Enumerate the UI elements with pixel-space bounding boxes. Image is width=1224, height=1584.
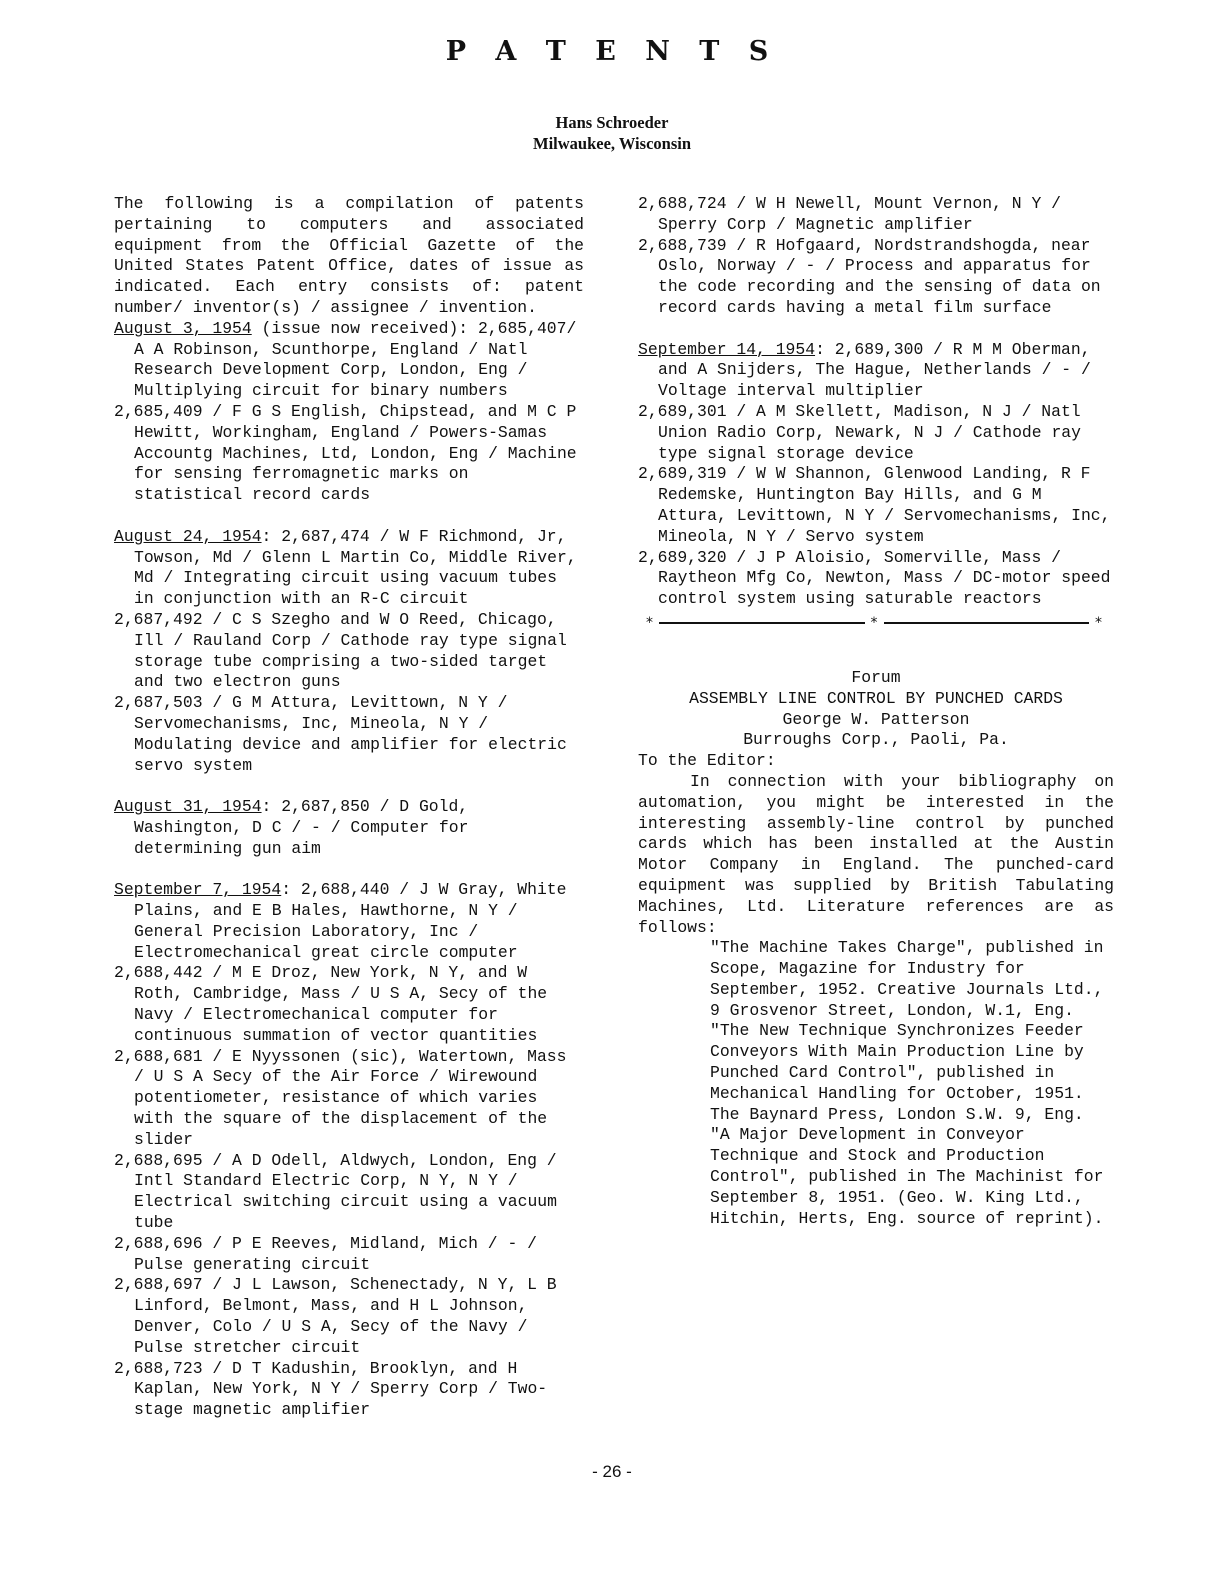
issue-note: : [261,526,282,546]
literature-reference: "The New Technique Synchronizes Feeder Conveyors With Main Production Line by Punched Card Control", published in Mechanical Handling for October, 1951. The Baynard Press, London S.W. 9, Eng. [710,1021,1084,1124]
page-number: - 26 - [592,1462,632,1481]
literature-reference: "A Major Development in Conveyor Technique and Stock and Production Control", published in The Machinist for September 8, 1951. (Geo. W. King Ltd., Hitchin, Herts, Eng. source of reprint). [710,1125,1104,1228]
page-title: P A T E N T S [445,36,779,67]
patent-entry: 2,688,442 / M E Droz, New York, N Y, and W Roth, Cambridge, Mass / U S A, Secy of the Navy / Electromechanical computer for continuous summation of vector quantities [114,963,548,1045]
forum-label: Forum [851,667,901,687]
patent-group-sep-14 [638,340,1114,610]
issue-note: : [261,797,282,817]
patent-text: 2,687,474 / W F Richmond, Jr, Towson, Md / Glenn L Martin Co, Middle River, Md / Integrating circuit using vacuum tubes in conjunction with an R-C circuit [134,526,577,609]
issue-note: (issue now received): [251,318,478,338]
patent-entry: 2,687,503 / G M Attura, Levittown, N Y / Servomechanisms, Inc, Mineola, N Y / Modulating device and amplifier for electric servo system [114,693,567,775]
asterisk-ornament: * [1095,614,1102,631]
author-location: Milwaukee, Wisconsin [533,134,691,153]
issue-date: August 24, 1954 [114,526,262,546]
patent-text: 2,685,407/ A A Robinson, Scunthorpe, England / Natl Research Development Corp, London, Eng / Multiplying circuit for binary numbers [134,318,577,401]
issue-date: September 14, 1954 [638,339,816,359]
patent-entry: 2,688,695 / A D Odell, Aldwych, London, Eng / Intl Standard Electric Corp, N Y, N Y / Electrical switching circuit using a vacuum tube [114,1150,557,1233]
patent-text: 2,688,440 / J W Gray, White Plains, and E B Hales, Hawthorne, N Y / General Precision Laboratory, Inc / Electromechanical great circle computer [134,880,567,962]
section-divider [646,616,1102,630]
forum-affiliation: Burroughs Corp., Paoli, Pa. [743,730,1009,750]
divider-rule [884,622,1090,624]
patent-entry: 2,688,697 / J L Lawson, Schenectady, N Y, L B Linford, Belmont, Mass, and H L Johnson, Denver, Colo / U S A, Secy of the Navy / Pulse stretcher circuit [114,1275,557,1357]
patent-group-aug-31 [114,797,584,859]
patent-entry [114,880,584,963]
patent-entry [638,340,1114,402]
patent-entry: 2,688,681 / E Nyyssonen (sic), Watertown, Mass / U S A Secy of the Air Force / Wirewound potentiometer, resistance of which varies with the square of the displacement of the slider [114,1046,567,1149]
issue-date: August 3, 1954 [114,318,252,338]
patent-group-sep-7-continued [638,194,1114,319]
divider-rule [659,622,865,624]
forum-body: In connection with your bibliography on automation, you might be interested in the interesting assembly-line control by punched cards which has been installed at the Austin Motor Company in England. The punched-card equipment was supplied by British Tabulating Machines, Ltd. Literature references are as follows: [638,771,1114,937]
asterisk-ornament: * [646,614,653,631]
forum-section [638,668,1114,1230]
patent-entry: 2,688,724 / W H Newell, Mount Vernon, N Y / Sperry Corp / Magnetic amplifier [638,194,1061,234]
patent-text: 2,689,300 / R M M Oberman, and A Snijders, The Hague, Netherlands / - / Voltage interval multiplier [658,339,1091,401]
patent-group-sep-7 [114,880,584,1421]
left-column [114,194,584,1421]
issue-note: : [281,880,301,900]
patent-entry: 2,687,492 / C S Szegho and W O Reed, Chicago, Ill / Rauland Corp / Cathode ray type signal storage tube comprising a two-sided target and two electron guns [114,609,567,692]
forum-author: George W. Patterson [782,709,970,729]
patent-entry: 2,689,320 / J P Aloisio, Somerville, Mass / Raytheon Mfg Co, Newton, Mass / DC-motor speed control system using saturable reactors [638,547,1111,609]
patent-entry [114,797,584,859]
patent-entry: 2,688,723 / D T Kadushin, Brooklyn, and H Kaplan, New York, N Y / Sperry Corp / Two-stage magnetic amplifier [114,1358,548,1420]
patent-group-aug-3 [114,319,584,506]
right-column [638,194,1114,1229]
patent-entry [114,319,584,402]
patent-entry: 2,688,739 / R Hofgaard, Nordstrandshogda, near Oslo, Norway / - / Process and apparatus for the code recording and the sensing of data on record cards having a metal film surface [638,235,1101,317]
literature-reference: "The Machine Takes Charge", published in Scope, Magazine for Industry for September, 1952. Creative Journals Ltd., 9 Grosvenor Street, London, W.1, Eng. [710,938,1104,1020]
patent-entry: 2,689,301 / A M Skellett, Madison, N J / Natl Union Radio Corp, Newark, N J / Cathode ray type signal storage device [638,401,1081,463]
patent-entry: 2,685,409 / F G S English, Chipstead, and M C P Hewitt, Workingham, England / Powers-Samas Accountg Machines, Ltd, London, Eng / Machine for sensing ferromagnetic marks on statistical record cards [114,401,577,505]
author-name: Hans Schroeder [555,113,669,132]
forum-article-title: ASSEMBLY LINE CONTROL BY PUNCHED CARDS [689,688,1063,708]
patent-group-aug-24 [114,527,584,777]
intro-paragraph: The following is a compilation of patents pertaining to computers and associated equipment from the Official Gazette of the United States Patent Office, dates of issue as indicated. Each entry consists of: patent number/ inventor(s) / assignee / invention. [114,194,584,317]
issue-note: : [815,339,835,359]
patent-entry: 2,688,696 / P E Reeves, Midland, Mich / - / Pulse generating circuit [114,1233,537,1274]
patent-text: 2,687,850 / D Gold, Washington, D C / - / Computer for determining gun aim [134,797,469,858]
patent-entry: 2,689,319 / W W Shannon, Glenwood Landing, R F Redemske, Huntington Bay Hills, and G M Attura, Levittown, N Y / Servomechanisms, Inc, Mineola, N Y / Servo system [638,464,1111,546]
byline [0,112,1224,154]
forum-salutation: To the Editor: [638,751,776,771]
issue-date: September 7, 1954 [114,880,282,900]
asterisk-ornament: * [870,614,878,631]
issue-date: August 31, 1954 [114,797,262,817]
patent-entry [114,527,584,610]
